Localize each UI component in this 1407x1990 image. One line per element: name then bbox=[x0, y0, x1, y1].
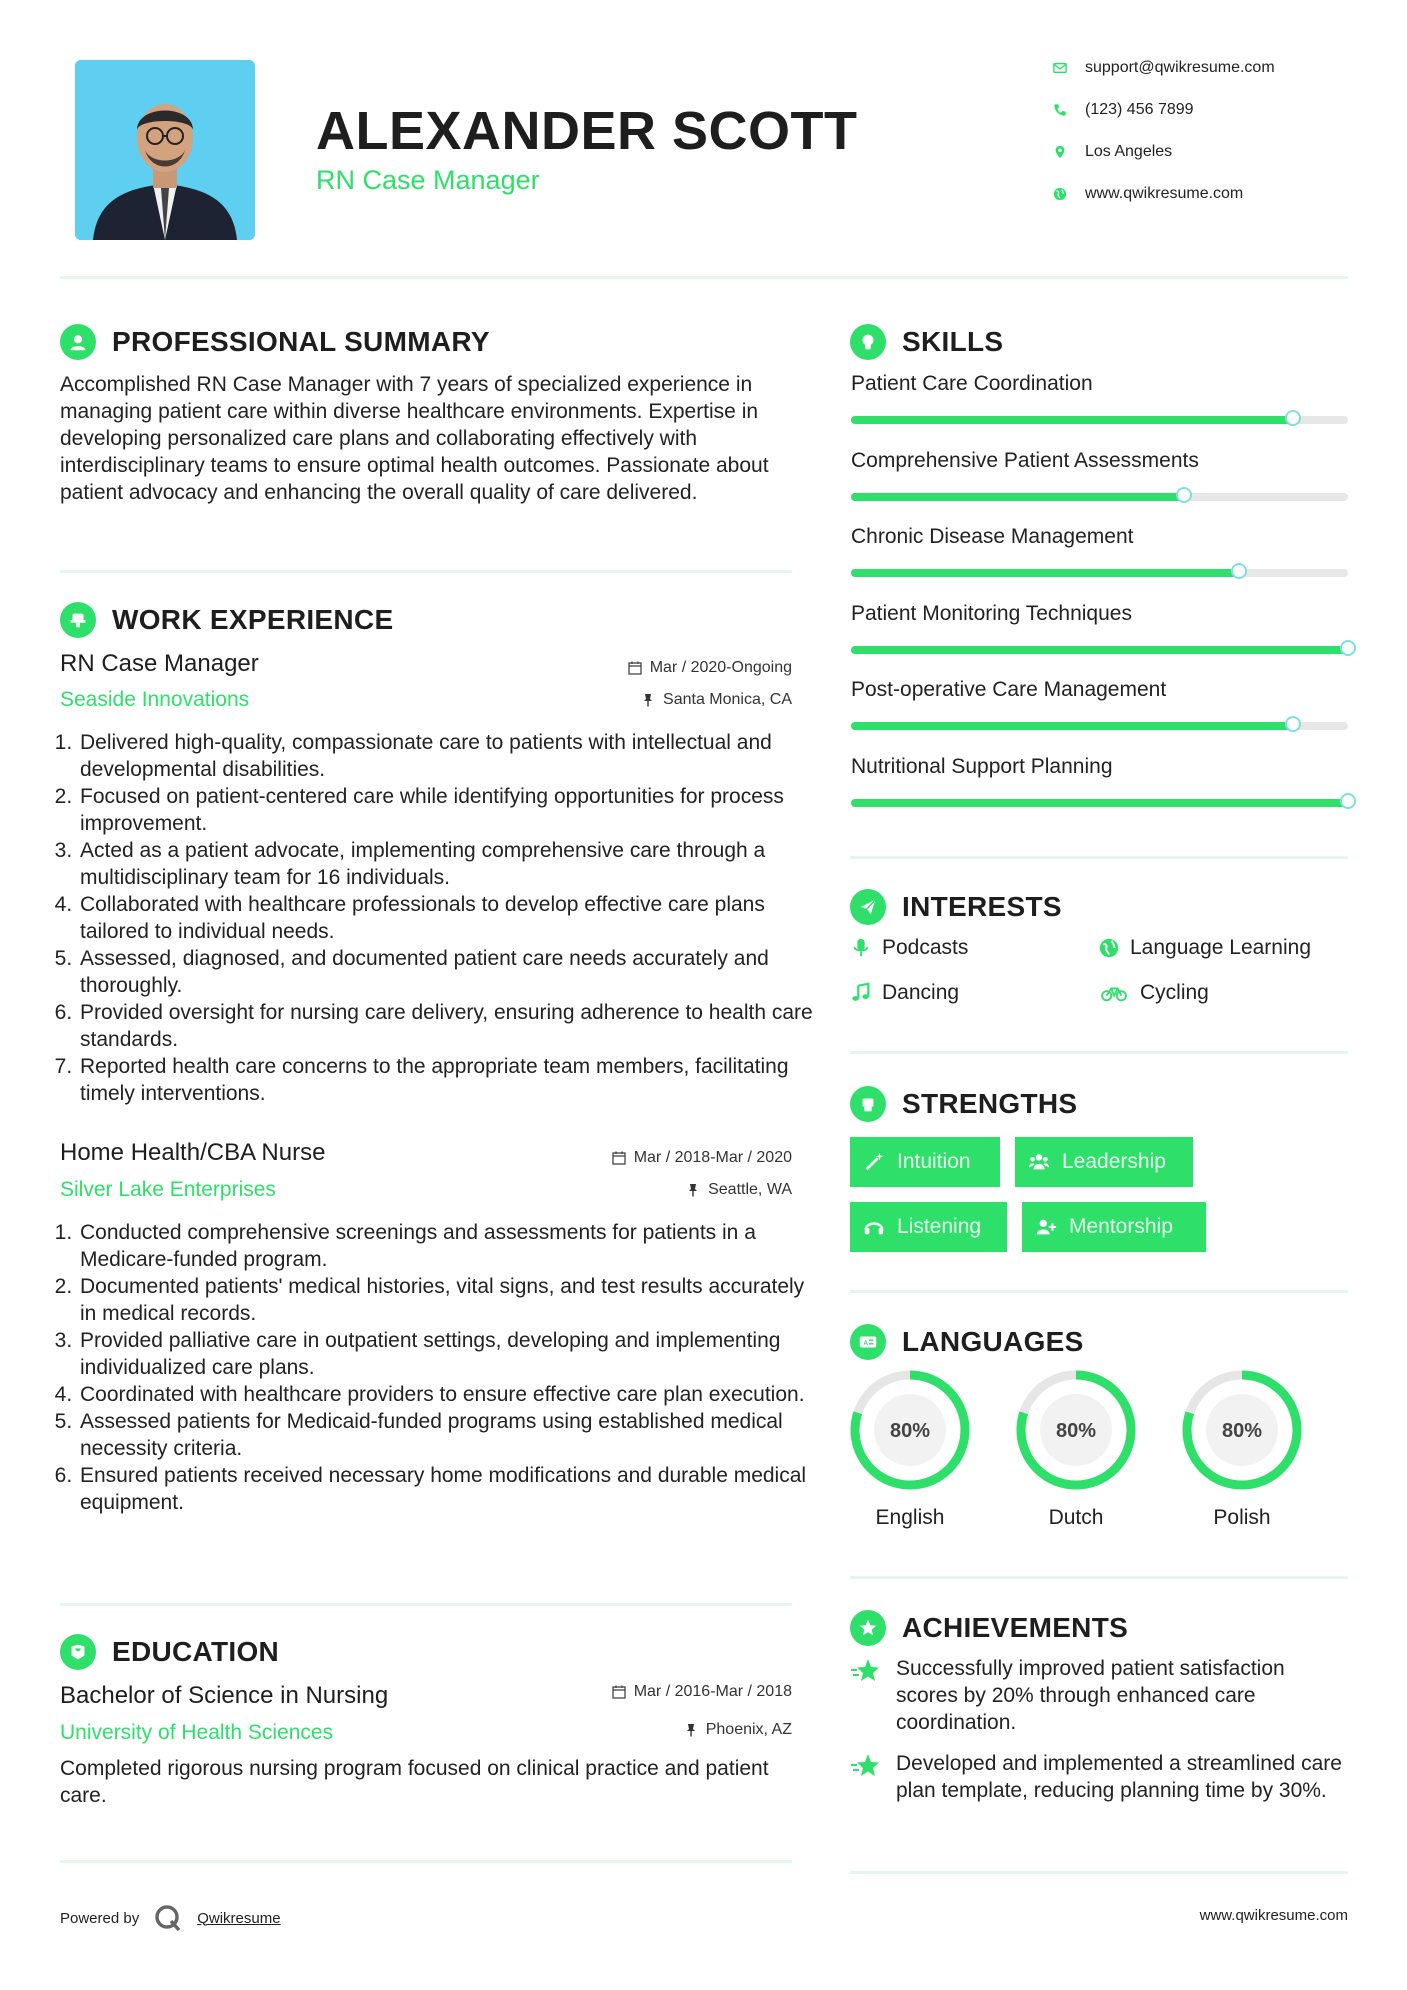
globe-icon bbox=[1098, 937, 1120, 959]
language-percent: 80% bbox=[1055, 1420, 1097, 1442]
list-item: 5. Assessed patients for Medicaid-funded programs using established medical necessity criteria. bbox=[78, 1408, 818, 1462]
skill-bar-fill bbox=[851, 416, 1293, 424]
list-item: 2. Focused on patient-centered care while identifying opportunities for process improvement. bbox=[78, 783, 818, 837]
calendar-icon bbox=[628, 661, 642, 675]
language-card-icon bbox=[850, 1324, 886, 1360]
lightbulb-icon bbox=[850, 324, 886, 360]
interest-item bbox=[1098, 936, 1311, 960]
education-date-text: Mar / 2016-Mar / 2018 bbox=[633, 1683, 792, 1700]
strength-label: Intuition bbox=[897, 1150, 971, 1173]
briefcase-icon bbox=[60, 602, 96, 638]
magic-wand-icon bbox=[863, 1151, 885, 1173]
skill-label: Comprehensive Patient Assessments bbox=[851, 448, 1199, 472]
achievements-heading bbox=[850, 1610, 1128, 1646]
summary-divider bbox=[60, 570, 792, 573]
pushpin-icon bbox=[684, 1723, 698, 1737]
school-name: University of Health Sciences bbox=[60, 1721, 334, 1744]
microphone-icon bbox=[850, 937, 872, 959]
strength-chip bbox=[850, 1137, 1000, 1187]
contact-phone[interactable] bbox=[1053, 101, 1194, 119]
pushpin-icon bbox=[686, 1183, 700, 1197]
paper-plane-icon bbox=[850, 889, 886, 925]
achievement-item bbox=[850, 1655, 1350, 1736]
job-duties-list bbox=[60, 729, 818, 1107]
contact-website[interactable] bbox=[1053, 185, 1243, 203]
strength-chip bbox=[1015, 1137, 1193, 1187]
calendar-icon bbox=[612, 1685, 626, 1699]
list-item: 6. Ensured patients received necessary home modifications and durable medical equipment. bbox=[78, 1462, 818, 1516]
contact-email-text: support@qwikresume.com bbox=[1085, 59, 1275, 76]
list-item: 2. Documented patients' medical histories, vital signs, and test results accurately in medical records. bbox=[78, 1273, 818, 1327]
skill-bar-knob bbox=[1285, 410, 1301, 426]
skill-bar bbox=[851, 722, 1348, 730]
achievements-title: ACHIEVEMENTS bbox=[902, 1612, 1129, 1643]
skill-bar-knob bbox=[1176, 487, 1192, 503]
skill-label: Patient Care Coordination bbox=[851, 372, 1093, 395]
skill-bar bbox=[851, 569, 1348, 577]
achievement-item bbox=[850, 1750, 1350, 1804]
star-icon bbox=[850, 1657, 882, 1685]
contact-phone-text: (123) 456 7899 bbox=[1085, 101, 1194, 118]
job-location bbox=[450, 691, 792, 709]
skill-bar-fill bbox=[851, 722, 1293, 730]
job-title: RN Case Manager bbox=[60, 650, 259, 677]
language-name: English bbox=[875, 1506, 945, 1529]
header-divider bbox=[60, 276, 1348, 279]
interest-label: Podcasts bbox=[882, 936, 969, 959]
interests-divider bbox=[850, 1051, 1348, 1054]
footer-powered-by bbox=[60, 1903, 281, 1933]
contact-location-text: Los Angeles bbox=[1085, 143, 1173, 160]
person-portrait-icon bbox=[75, 60, 255, 240]
languages-title: LANGUAGES bbox=[902, 1326, 1084, 1357]
skills-divider bbox=[850, 856, 1348, 859]
job-date-text: Mar / 2018-Mar / 2020 bbox=[633, 1149, 792, 1166]
qwikresume-logo-icon bbox=[153, 1903, 183, 1933]
skill-bar-knob bbox=[1340, 640, 1356, 656]
list-item: 4. Coordinated with healthcare providers to ensure effective care plan execution. bbox=[78, 1381, 818, 1408]
skills-title: SKILLS bbox=[902, 326, 1004, 357]
languages-heading bbox=[850, 1324, 1084, 1360]
achievement-text: Developed and implemented a streamlined care plan template, reducing planning time by 30%. bbox=[896, 1752, 1342, 1802]
pushpin-icon bbox=[641, 693, 655, 707]
strength-chip bbox=[850, 1202, 1007, 1252]
contact-email[interactable] bbox=[1053, 59, 1275, 77]
music-note-icon bbox=[850, 982, 872, 1004]
envelope-icon bbox=[1053, 61, 1067, 75]
star-icon bbox=[850, 1752, 882, 1780]
job-date bbox=[450, 1149, 792, 1167]
list-item: 1. Delivered high-quality, compassionate care to patients with intellectual and developmental disabilities. bbox=[78, 729, 818, 783]
bicycle-icon bbox=[1098, 982, 1130, 1004]
graduation-icon bbox=[60, 1634, 96, 1670]
language-percent: 80% bbox=[889, 1420, 931, 1442]
skill-label: Patient Monitoring Techniques bbox=[851, 601, 1132, 625]
list-item: 3. Provided palliative care in outpatient settings, developing and implementing individualized care plans. bbox=[78, 1327, 818, 1381]
language-name: Dutch bbox=[1048, 1506, 1104, 1529]
interest-item bbox=[850, 936, 968, 960]
raised-fist-icon bbox=[850, 1086, 886, 1122]
experience-title: WORK EXPERIENCE bbox=[112, 604, 394, 635]
education-location-text: Phoenix, AZ bbox=[705, 1721, 792, 1738]
skill-bar bbox=[851, 493, 1348, 501]
education-title: EDUCATION bbox=[112, 1636, 280, 1667]
skill-label: Post-operative Care Management bbox=[851, 678, 1167, 702]
degree-title: Bachelor of Science in Nursing bbox=[60, 1682, 389, 1709]
job-location bbox=[450, 1181, 792, 1199]
experience-heading bbox=[60, 602, 393, 638]
map-pin-icon bbox=[1053, 145, 1067, 159]
job-title: Home Health/CBA Nurse bbox=[60, 1139, 326, 1166]
strength-chip bbox=[1022, 1202, 1206, 1252]
list-item: 5. Assessed, diagnosed, and documented patient care needs accurately and thoroughly. bbox=[78, 945, 818, 999]
calendar-icon bbox=[612, 1151, 626, 1165]
brand-link[interactable]: Qwikresume bbox=[197, 1909, 281, 1927]
skills-heading bbox=[850, 324, 1003, 360]
language-percent: 80% bbox=[1221, 1420, 1263, 1442]
job-date-text: Mar / 2020-Ongoing bbox=[649, 659, 792, 676]
language-ring bbox=[1011, 1365, 1141, 1495]
education-location bbox=[450, 1721, 792, 1739]
profile-photo bbox=[75, 60, 255, 240]
job-company: Silver Lake Enterprises bbox=[60, 1178, 276, 1201]
interest-item bbox=[1098, 981, 1209, 1005]
interests-title: INTERESTS bbox=[902, 891, 1062, 922]
skill-bar-knob bbox=[1340, 793, 1356, 809]
strength-label: Mentorship bbox=[1069, 1215, 1173, 1238]
interest-label: Dancing bbox=[882, 981, 960, 1004]
skill-bar bbox=[851, 799, 1348, 807]
group-icon bbox=[1028, 1151, 1050, 1173]
list-item: 7. Reported health care concerns to the appropriate team members, facilitating timely interventions. bbox=[78, 1053, 818, 1107]
strength-label: Listening bbox=[897, 1215, 982, 1238]
skill-bar-fill bbox=[851, 646, 1348, 654]
education-divider bbox=[60, 1860, 792, 1863]
job-date bbox=[450, 659, 792, 677]
experience-divider bbox=[60, 1603, 792, 1606]
language-name: Polish bbox=[1213, 1506, 1271, 1529]
headphones-icon bbox=[863, 1216, 885, 1238]
skill-bar bbox=[851, 416, 1348, 424]
contact-website-text: www.qwikresume.com bbox=[1085, 185, 1244, 202]
interest-item bbox=[850, 981, 959, 1005]
job-company: Seaside Innovations bbox=[60, 688, 250, 711]
achievements-divider bbox=[850, 1871, 1348, 1874]
job-location-text: Santa Monica, CA bbox=[663, 691, 792, 708]
candidate-name: ALEXANDER SCOTT bbox=[316, 101, 858, 161]
education-date bbox=[450, 1683, 792, 1701]
strengths-title: STRENGTHS bbox=[902, 1088, 1078, 1119]
strengths-heading bbox=[850, 1086, 1077, 1122]
summary-heading bbox=[60, 324, 490, 360]
skill-label: Nutritional Support Planning bbox=[851, 755, 1113, 778]
list-item: 4. Collaborated with healthcare professionals to develop effective care plans tailored to individual needs. bbox=[78, 891, 818, 945]
summary-text: Accomplished RN Case Manager with 7 years of specialized experience in managing patient care within diverse healthcare environments. Expertise in developing personalized care plans and collaborating effectively with interdisciplinary teams to ensure optimal health outcomes. Passionate about patient advocacy and enhancing the overall quality of care delivered. bbox=[60, 373, 769, 504]
job-location-text: Seattle, WA bbox=[708, 1181, 792, 1198]
job-duties-list bbox=[60, 1219, 818, 1516]
language-ring bbox=[1177, 1365, 1307, 1495]
interests-heading bbox=[850, 889, 1062, 925]
user-icon bbox=[60, 324, 96, 360]
interest-label: Language Learning bbox=[1130, 936, 1312, 959]
globe-icon bbox=[1053, 187, 1067, 201]
star-badge-icon bbox=[850, 1610, 886, 1646]
list-item: 1. Conducted comprehensive screenings and assessments for patients in a Medicare-funded program. bbox=[78, 1219, 818, 1273]
language-ring bbox=[845, 1365, 975, 1495]
user-plus-icon bbox=[1035, 1216, 1057, 1238]
skill-bar-knob bbox=[1231, 563, 1247, 579]
skill-label: Chronic Disease Management bbox=[851, 525, 1134, 549]
contact-location bbox=[1053, 143, 1172, 161]
skill-bar bbox=[851, 646, 1348, 654]
svg-text:A: A bbox=[863, 1339, 869, 1347]
interest-label: Cycling bbox=[1140, 981, 1209, 1004]
powered-by-label: Powered by bbox=[60, 1909, 140, 1927]
phone-icon bbox=[1053, 103, 1067, 117]
skill-bar-fill bbox=[851, 493, 1184, 501]
skill-bar-fill bbox=[851, 569, 1239, 577]
list-item: 3. Acted as a patient advocate, implementing comprehensive care through a multidisciplinary team for 16 individuals. bbox=[78, 837, 818, 891]
achievement-text: Successfully improved patient satisfaction scores by 20% through enhanced care coordination. bbox=[896, 1657, 1285, 1734]
candidate-role: RN Case Manager bbox=[316, 165, 540, 195]
summary-title: PROFESSIONAL SUMMARY bbox=[112, 326, 490, 357]
education-heading bbox=[60, 1634, 279, 1670]
strength-label: Leadership bbox=[1062, 1150, 1166, 1173]
skill-bar-fill bbox=[851, 799, 1348, 807]
list-item: 6. Provided oversight for nursing care delivery, ensuring adherence to health care standards. bbox=[78, 999, 818, 1053]
skill-bar-knob bbox=[1285, 716, 1301, 732]
strengths-divider bbox=[850, 1290, 1348, 1293]
languages-divider bbox=[850, 1576, 1348, 1579]
footer-website[interactable]: www.qwikresume.com bbox=[1199, 1907, 1348, 1924]
education-text: Completed rigorous nursing program focused on clinical practice and patient care. bbox=[60, 1757, 769, 1807]
